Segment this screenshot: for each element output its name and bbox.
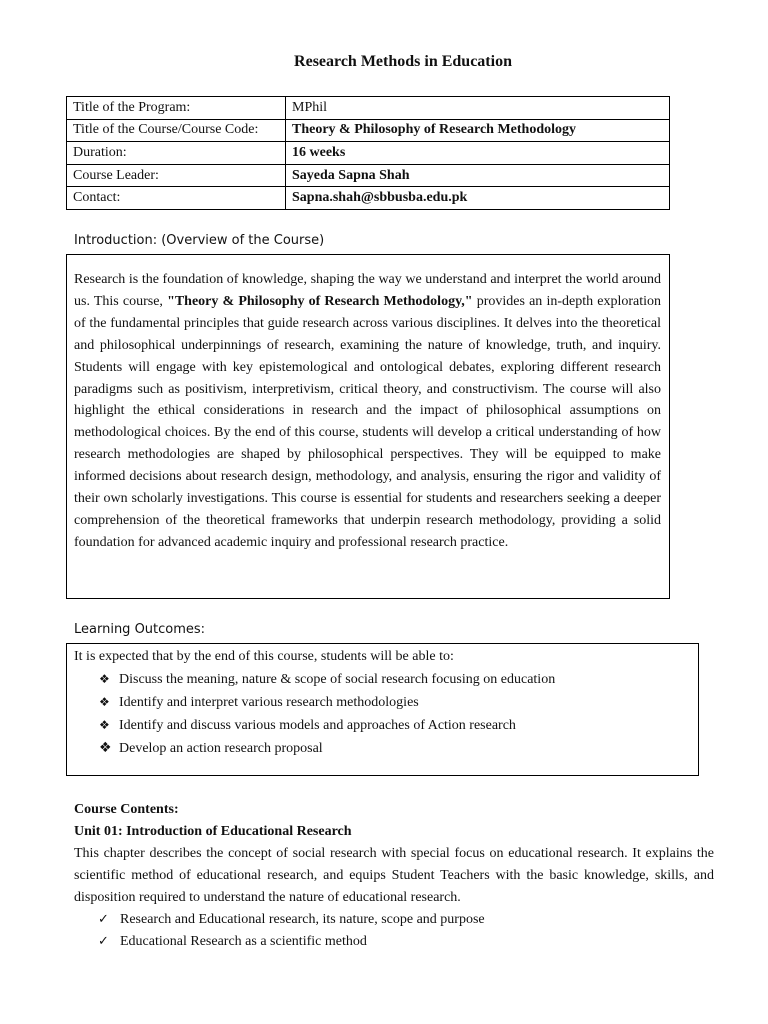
contact-value: Sapna.shah@sbbusba.edu.pk [286,187,670,210]
diamond-bullet-icon: ❖ [99,672,110,686]
outcome-text: Discuss the meaning, nature & scope of social research focusing on education [119,672,556,687]
learning-outcomes-box [66,643,699,776]
table-row [67,97,670,120]
intro-text-after: provides an in-depth exploration of the fundamental principles that guide research across various disciplines. It delves into the theoretical and philosophical underpinnings of research, examining the nature of knowledge, truth, and inquiry. Students will engage with key epistemological and ontological debates, exploring different research paradigms such as positivism, interpretivism, critical theory, and constructivism. The course will also highlight the ethical considerations in research and the impact of philosophical assumptions on methodological choices. By the end of this course, students will develop a critical understanding of how research methodologies are shaped by philosophical perspectives. They will be equipped to make informed decisions about research design, methodology, and analysis, ensuring the rigor and validity of their own scholarly investigations. This course is essential for students and researchers seeking a deeper comprehension of the theoretical frameworks that underpin research methodology, providing a solid foundation for advanced academic inquiry and professional research practice. [74,293,661,550]
outcome-text: Identify and discuss various models and approaches of Action research [119,718,516,733]
table-row [67,119,670,142]
list-item [98,909,714,931]
checkmark-icon: ✓ [98,934,109,949]
list-item [99,668,698,691]
list-item [99,691,698,714]
table-row [67,164,670,187]
outcome-text: Identify and interpret various research methodologies [119,695,419,710]
program-value: MPhil [286,97,670,120]
duration-value: 16 weeks [286,142,670,165]
learning-outcomes-list [67,668,698,760]
list-item [98,931,714,953]
unit-title: Unit 01: Introduction of Educational Research [74,824,352,839]
topic-text: Research and Educational research, its nature, scope and purpose [120,912,485,927]
checkmark-icon: ✓ [98,912,109,927]
course-contents [74,799,714,953]
course-code-value: Theory & Philosophy of Research Methodology [286,119,670,142]
document-title: Research Methods in Education [294,53,512,70]
introduction-box [66,254,670,599]
intro-text-before: Research is the foundation of knowledge, shaping the way we understand and interpret the world around us. This course, [74,272,661,309]
course-contents-heading: Course Contents: [74,802,179,817]
contact-label: Contact: [67,187,286,210]
diamond-bullet-icon: ❖ [99,695,110,709]
program-label: Title of the Program: [67,97,286,120]
outcome-text: Develop an action research proposal [119,741,323,756]
list-item [99,714,698,737]
introduction-text [74,269,661,554]
unit-topics-list [74,909,714,953]
unit-description: This chapter describes the concept of social research with special focus on educational research. It explains the scientific method of educational research, and equips Student Teachers with the basic knowledge, skills, and disposition required to understand the nature of educational research. [74,846,714,905]
course-code-label: Title of the Course/Course Code: [67,119,286,142]
diamond-bullet-icon: ❖ [99,740,112,756]
list-item [99,737,698,760]
learning-outcomes-intro: It is expected that by the end of this course, students will be able to: [74,649,454,664]
introduction-heading: Introduction: (Overview of the Course) [74,233,325,248]
diamond-bullet-icon: ❖ [99,718,110,732]
course-info-table [66,96,670,210]
table-row [67,142,670,165]
learning-outcomes-heading: Learning Outcomes: [74,622,206,637]
table-row [67,187,670,210]
intro-course-name: "Theory & Philosophy of Research Methodology," [167,293,473,309]
course-leader-label: Course Leader: [67,164,286,187]
topic-text: Educational Research as a scientific method [120,934,367,949]
duration-label: Duration: [67,142,286,165]
course-leader-value: Sayeda Sapna Shah [286,164,670,187]
